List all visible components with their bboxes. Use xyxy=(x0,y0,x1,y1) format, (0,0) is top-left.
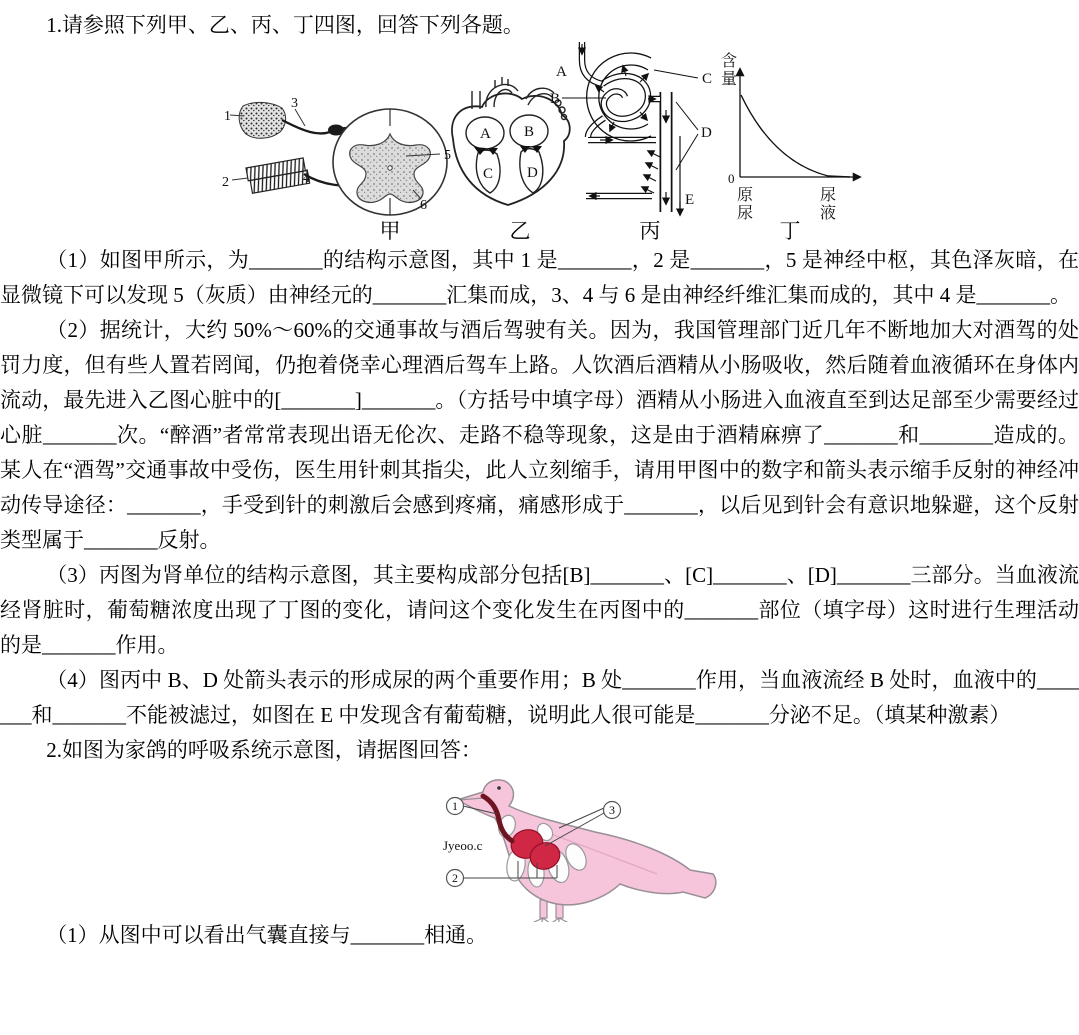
bird-eye xyxy=(497,786,501,790)
bird-label-1 xyxy=(447,798,464,815)
jia-label-2: 2 xyxy=(222,175,229,190)
bing-label-a: A xyxy=(556,64,567,80)
bing-label-d: D xyxy=(701,125,712,141)
figure-jia-reflex-arc xyxy=(210,92,460,222)
muscle xyxy=(246,158,310,194)
x-start-char2: 尿 xyxy=(737,205,754,222)
nephron-tubes-inner xyxy=(582,42,660,196)
yi-label-c: C xyxy=(483,166,494,182)
bird-label-3-digit: 3 xyxy=(609,803,615,817)
bird-label-3 xyxy=(604,802,621,819)
caption-bing: 丙 xyxy=(639,219,661,243)
y-axis-label-char2: 量 xyxy=(721,71,738,88)
yi-label-d: D xyxy=(527,165,538,181)
bing-label-b: B xyxy=(550,91,561,107)
figure-ding-graph xyxy=(718,43,878,223)
question1-part1-text: （1）如图甲所示，为_______的结构示意图，其中 1 是_______，2 是_______，5 是神经中枢，其色泽灰暗，在显微镜下可以发现 5（灰质）由神经元的_______汇集而成，3、4 与 6 是由神经纤维汇集而成的，其中 4 是_______。 xyxy=(0,248,1079,307)
yi-label-b: B xyxy=(524,124,535,140)
caption-jia: 甲 xyxy=(379,219,401,243)
jia-label-6: 6 xyxy=(420,198,427,213)
jia-label-4: 4 xyxy=(303,171,310,186)
bird-label-2-digit: 2 xyxy=(452,871,458,885)
figure-bird-respiratory xyxy=(395,762,725,922)
question1-intro: 1.请参照下列甲、乙、丙、丁四图，回答下列各题。 xyxy=(46,13,524,37)
y-axis-label-char1: 含 xyxy=(721,53,738,70)
yi-label-a: A xyxy=(480,126,491,142)
question1-part2-text: （2）据统计，大约 50%～60%的交通事故与酒后驾驶有关。因为，我国管理部门近几年不断地加大对酒驾的处罚力度，但有些人置若罔闻，仍抱着侥幸心理酒后驾车上路。人饮酒后酒精从小肠吸收，然后随着血液循环在身体内流动，最先进入乙图心脏中的[_______]_______。（方括号中填字母）酒精从小肠进入血液直至到达足部至少需要经过心脏_______次。“醉酒”者常常表现出语无伦次、走路不稳等现象，这是由于酒精麻痹了_______和_______造成的。某人在“酒驾”交通事故中受伤，医生用针刺其指尖，此人立刻缩手，请用甲图中的数字和箭头表示缩手反射的神经冲动传导途径：_______，手受到针的刺激后会感到疼痛，痛感形成于_______，以后见到针会有意识地躲避，这个反射类型属于_______反射。 xyxy=(0,318,1079,552)
jia-label-1: 1 xyxy=(224,109,231,124)
figure-bing-nephron xyxy=(548,40,718,225)
jia-label-5: 5 xyxy=(444,148,451,163)
graph-curve xyxy=(741,95,850,177)
receptor-patch xyxy=(239,102,285,138)
question1-part3-text: （3）丙图为肾单位的结构示意图，其主要构成部分包括[B]_______、[C]_______、[D]_______三部分。当血液流经肾脏时，葡萄糖浓度出现了丁图的变化，请问这个变化发生在丙图中的_______部位（填字母）这时进行生理活动的是_______作用。 xyxy=(0,563,1079,657)
bird-body xyxy=(457,780,716,905)
question2-intro: 2.如图为家鸽的呼吸系统示意图，请据图回答： xyxy=(46,738,482,762)
question1-part4-text: （4）图丙中 B、D 处箭头表示的形成尿的两个重要作用；B 处_______作用，当血液流经 B 处时，血液中的_______和_______不能被滤过，如图在 E 中发现含有葡萄糖，说明此人很可能是_______分泌不足。（填某种激素） xyxy=(0,668,1079,727)
bird-label-2 xyxy=(447,870,464,887)
graph-axes xyxy=(740,69,860,177)
caption-ding: 丁 xyxy=(779,219,801,243)
origin-label: 0 xyxy=(728,171,735,186)
reabsorption-arrows xyxy=(642,151,660,193)
jia-label-3: 3 xyxy=(291,96,298,111)
watermark-text: Jyeoo.c xyxy=(443,838,483,853)
bird-label-1-digit: 1 xyxy=(452,799,458,813)
question2-part1-text: （1）从图中可以看出气囊直接与_______相通。 xyxy=(46,923,488,947)
x-end-char1: 尿 xyxy=(820,187,837,204)
x-start-char1: 原 xyxy=(737,187,754,204)
figure-strip xyxy=(0,43,1079,243)
bing-label-c: C xyxy=(702,71,713,87)
bird-figure-row xyxy=(0,768,1079,918)
x-end-char2: 液 xyxy=(820,205,837,222)
bing-label-e: E xyxy=(685,192,695,208)
central-canal xyxy=(388,166,392,170)
caption-yi: 乙 xyxy=(509,219,531,243)
